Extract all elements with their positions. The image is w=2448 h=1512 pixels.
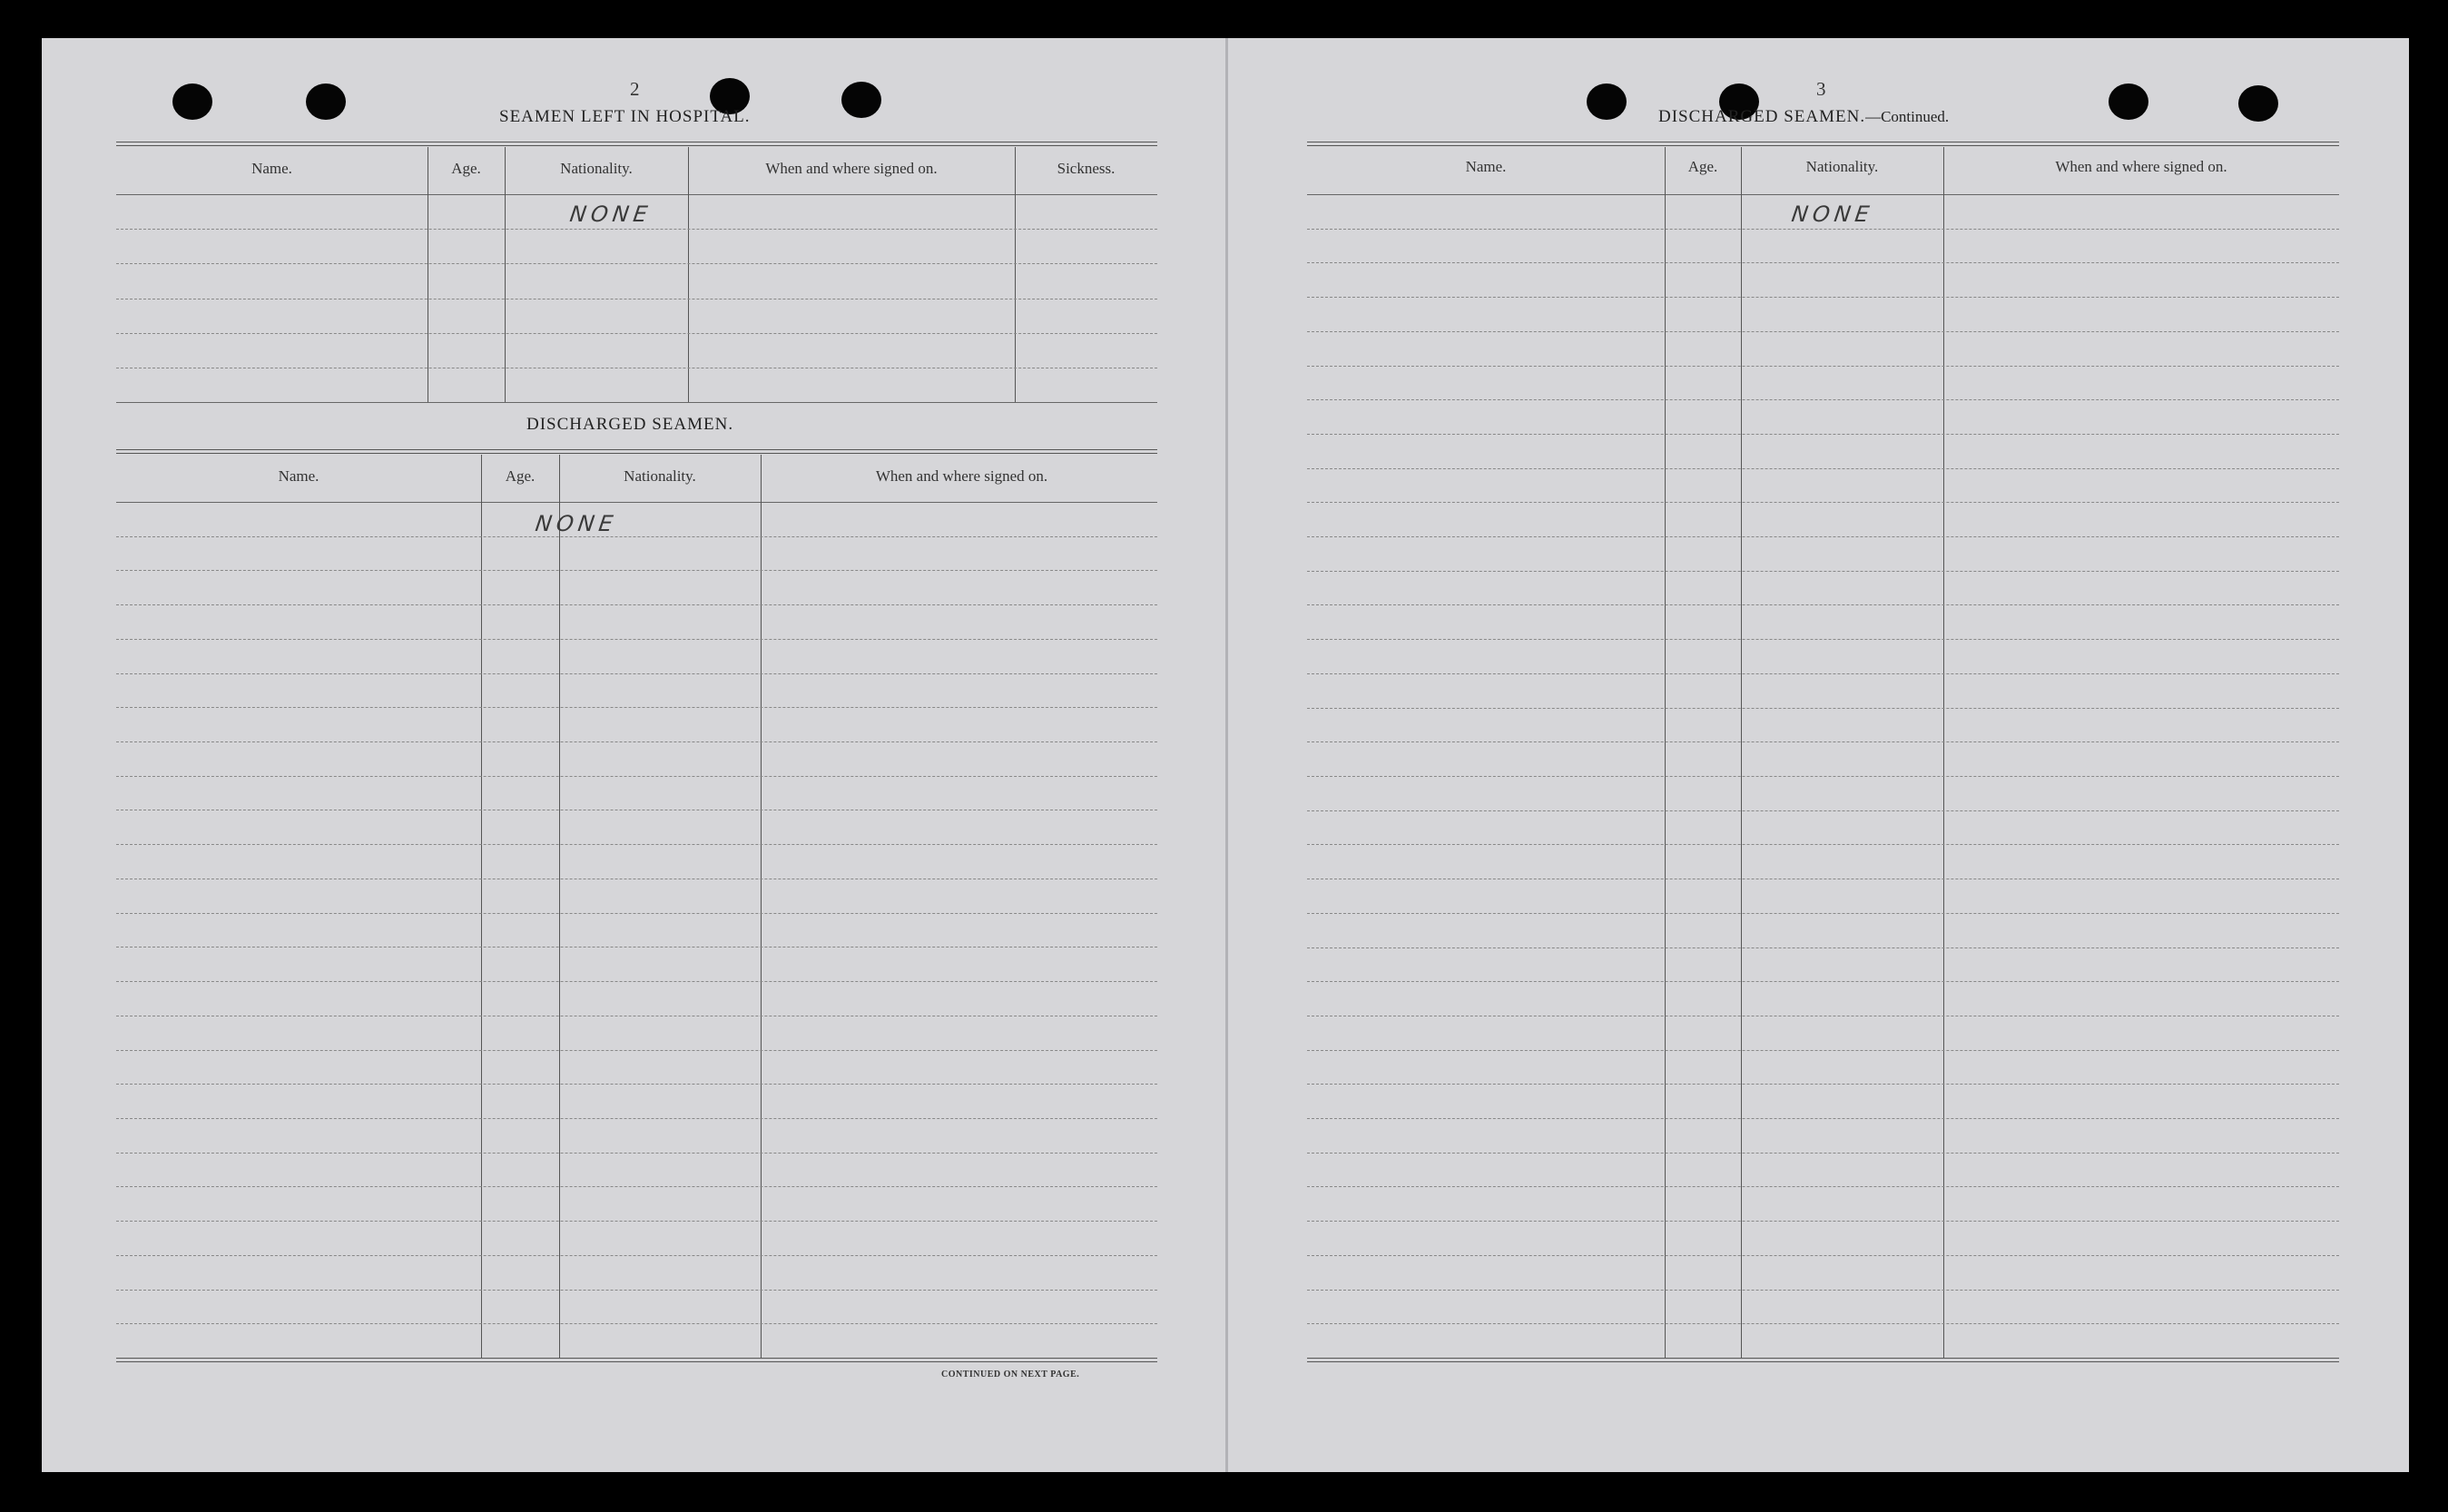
ledger-row-line [116, 229, 1157, 230]
binder-hole [172, 83, 212, 120]
ledger-row-line [1307, 1186, 2339, 1187]
ledger-row-line [1307, 1221, 2339, 1222]
handwritten-entry: NONE [534, 511, 619, 536]
ledger-row-line [116, 333, 1157, 334]
table-top-rule [1307, 142, 2339, 146]
ledger-row-line [1307, 708, 2339, 709]
column-header: Nationality. [1805, 158, 1879, 175]
table-top-rule [116, 449, 1157, 454]
ledger-row-line [1307, 297, 2339, 298]
ledger-row-line [116, 639, 1157, 640]
ledger-row-line [1307, 844, 2339, 845]
column-header: Nationality. [624, 467, 696, 485]
page-number-left: 2 [630, 78, 640, 100]
ledger-row-line [116, 1153, 1157, 1154]
column-header: Sickness. [1057, 160, 1116, 177]
ledger-row-line [116, 1323, 1157, 1324]
ledger-row-line [1307, 366, 2339, 367]
header-rule [1307, 194, 2339, 195]
page-number-right: 3 [1816, 78, 1826, 100]
ledger-row-line [1307, 434, 2339, 435]
ledger-row-line [1307, 331, 2339, 332]
ledger-row-line [116, 1084, 1157, 1085]
column-divider [559, 455, 560, 1358]
column-header: Name. [251, 160, 292, 177]
ledger-row-line [1307, 741, 2339, 742]
ledger-row-line [1307, 536, 2339, 537]
column-header: Name. [278, 467, 320, 485]
ledger-row-line [116, 741, 1157, 742]
continued-footer: CONTINUED ON NEXT PAGE. [941, 1370, 1080, 1379]
discharged-section-title: DISCHARGED SEAMEN. [526, 415, 734, 434]
ledger-row-line [1307, 399, 2339, 400]
right-section-title [1658, 107, 1949, 127]
ledger-row-line [1307, 502, 2339, 503]
hospital-section-title: SEAMEN LEFT IN HOSPITAL. [499, 107, 751, 126]
ledger-row-line [116, 1118, 1157, 1119]
ledger-row-line [116, 1221, 1157, 1222]
column-header: Age. [505, 467, 536, 485]
table-bottom-rule [116, 402, 1157, 403]
ledger-row-line [116, 263, 1157, 264]
binder-hole [2109, 83, 2148, 120]
ledger-row-line [116, 776, 1157, 777]
ledger-row-line [116, 844, 1157, 845]
ledger-row-line [1307, 1050, 2339, 1051]
column-divider [761, 455, 762, 1358]
column-header: When and where signed on. [765, 160, 938, 177]
ledger-row-line [1307, 913, 2339, 914]
column-divider [688, 147, 689, 402]
ledger-row-line [1307, 776, 2339, 777]
column-divider [1943, 147, 1944, 1358]
right-section-title-suffix: —Continued. [1865, 108, 1950, 125]
table-top-rule [116, 142, 1157, 146]
column-header: When and where signed on. [875, 467, 1048, 485]
ledger-row-line [1307, 947, 2339, 948]
column-divider [481, 455, 482, 1358]
binder-hole [841, 82, 881, 118]
ledger-row-line [1307, 604, 2339, 605]
ledger-row-line [116, 1255, 1157, 1256]
column-header: Age. [451, 160, 481, 177]
ledger-row-line [1307, 1118, 2339, 1119]
column-divider [1665, 147, 1666, 1358]
column-header: Nationality. [560, 160, 633, 177]
ledger-row-line [116, 570, 1157, 571]
header-rule [116, 194, 1157, 195]
column-header: When and where signed on. [2055, 158, 2227, 175]
ledger-row-line [1307, 571, 2339, 572]
table-bottom-rule [1307, 1358, 2339, 1362]
page-fold [1225, 38, 1228, 1472]
ledger-row-line [1307, 981, 2339, 982]
ledger-row-line [1307, 1290, 2339, 1291]
ledger-row-line [1307, 229, 2339, 230]
column-header: Age. [1687, 158, 1718, 175]
ledger-row-line [1307, 639, 2339, 640]
ledger-row-line [1307, 468, 2339, 469]
ledger-row-line [1307, 1153, 2339, 1154]
column-divider [505, 147, 506, 402]
handwritten-entry: NONE [568, 201, 654, 227]
ledger-row-line [116, 707, 1157, 708]
ledger-row-line [116, 913, 1157, 914]
ledger-row-line [116, 1186, 1157, 1187]
table-bottom-rule [116, 1358, 1157, 1362]
ledger-row-line [1307, 1084, 2339, 1085]
column-header: Name. [1465, 158, 1507, 175]
ledger-row-line [116, 673, 1157, 674]
ledger-row-line [1307, 810, 2339, 811]
ledger-row-line [116, 981, 1157, 982]
ledger-row-line [1307, 673, 2339, 674]
ledger-row-line [116, 536, 1157, 537]
binder-hole [306, 83, 346, 120]
ledger-row-line [116, 1290, 1157, 1291]
handwritten-entry: NONE [1790, 201, 1875, 227]
column-divider [1015, 147, 1016, 402]
header-rule [116, 502, 1157, 503]
ledger-row-line [1307, 262, 2339, 263]
binder-hole [2238, 85, 2278, 122]
column-divider [1741, 147, 1742, 1358]
ledger-row-line [1307, 1255, 2339, 1256]
ledger-row-line [116, 1050, 1157, 1051]
ledger-row-line [116, 604, 1157, 605]
binder-hole [1587, 83, 1627, 120]
right-section-title-text: DISCHARGED SEAMEN. [1658, 107, 1866, 126]
ledger-row-line [1307, 1323, 2339, 1324]
